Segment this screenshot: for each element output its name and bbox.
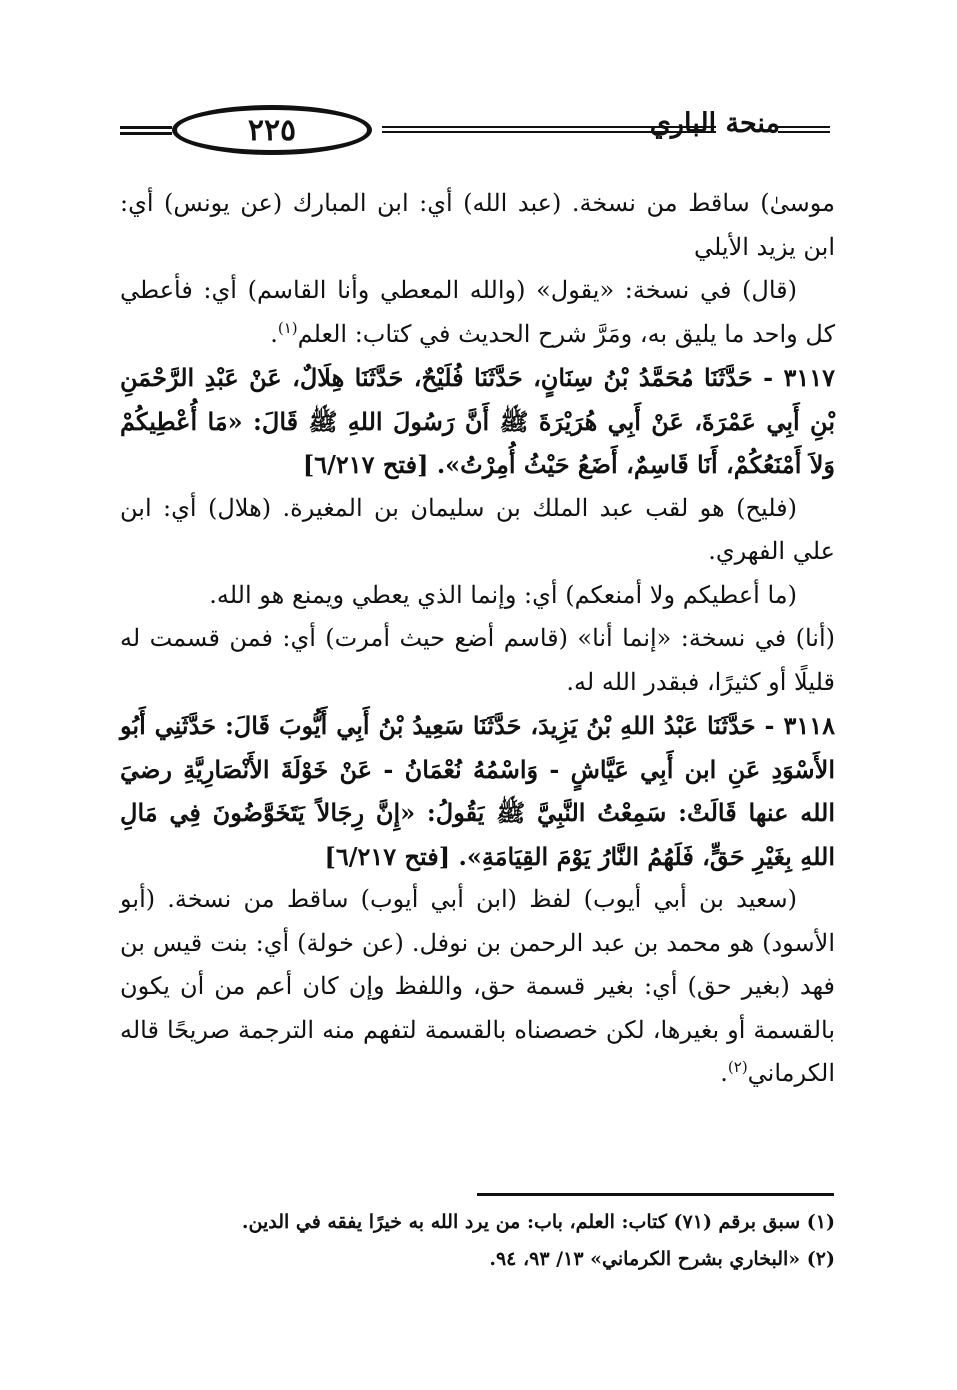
main-text <box>120 182 835 1096</box>
footnote-ref-2: (٢) <box>727 1058 748 1076</box>
header-rule-right <box>778 126 830 133</box>
paragraph-2-text: (قال) في نسخة: «يقول» (والله المعطي وأنا القاسم) أي: فأعطي كل واحد ما يليق به، ومَرَّ شرح الحديث في كتاب: العلم <box>120 276 835 348</box>
running-title: منحة الباري <box>649 108 780 139</box>
footnote-separator <box>477 1193 834 1196</box>
page-number-oval <box>172 105 372 155</box>
page-header <box>120 100 835 160</box>
hadith-3117: ٣١١٧ - حَدَّثَنَا مُحَمَّدُ بْنُ سِنَانٍ، حَدَّثَنَا فُلَيْحٌ، حَدَّثَنَا هِلَالٌ، عَنْ عَبْدِ الرَّحْمَنِ بْنِ أَبِي عَمْرَةَ، عَنْ أَبِي هُرَيْرَةَ ﷺ أَنَّ رَسُولَ اللهِ ﷺ قَالَ: «مَا أُعْطِيكُمْ وَلاَ أَمْنَعُكُمْ، أَنَا قَاسِمٌ، أَضَعُ حَيْثُ أُمِرْتُ». [فتح ٦/٢١٧] <box>120 363 835 479</box>
footnote-ref-1: (١) <box>277 318 298 337</box>
footnote-2: (٢) «البخاري بشرح الكرماني» ١٣/ ٩٣، ٩٤. <box>489 1248 835 1270</box>
paragraph-6-end: . <box>720 1059 728 1087</box>
paragraph-1: موسىٰ) ساقط من نسخة. (عبد الله) أي: ابن المبارك (عن يونس) أي: ابن يزيد الأيلي <box>120 189 835 261</box>
paragraph-4: (ما أعطيكم ولا أمنعكم) أي: وإنما الذي يعطي ويمنع هو الله. <box>209 580 797 609</box>
paragraph-2-end: . <box>270 319 278 348</box>
footnote-1: (١) سبق برقم (٧١) كتاب: العلم، باب: من يرد الله به خيرًا يفقه في الدين. <box>241 1211 835 1233</box>
page-number: ٢٢٥ <box>247 112 297 148</box>
hadith-3118: ٣١١٨ - حَدَّثَنَا عَبْدُ اللهِ بْنُ يَزِيدَ، حَدَّثَنَا سَعِيدُ بْنُ أَبِي أَيُّوبَ قَالَ: حَدَّثَنِي أَبُو الأَسْوَدِ عَنِ ابن أَبِي عَيَّاشٍ - وَاسْمُهُ نُعْمَانُ - عَنْ خَوْلَةَ الأَنْصَارِيَّةِ رضيَ الله عنها قَالَتْ: سَمِعْتُ النَّبِيَّ ﷺ يَقُولُ: «إِنَّ رِجَالاً يَتَخَوَّضُونَ فِي مَالِ اللهِ بِغَيْرِ حَقٍّ، فَلَهُمُ النَّارُ يَوْمَ القِيَامَةِ». [فتح ٦/٢١٧] <box>120 711 835 871</box>
footnotes <box>120 1204 835 1278</box>
header-rule-left <box>120 126 172 135</box>
paragraph-5: (أنا) في نسخة: «إنما أنا» (قاسم أضع حيث أمرت) أي: فمن قسمت له قليلًا أو كثيرًا، فبقدر الله له. <box>120 624 835 696</box>
paragraph-2 <box>120 269 835 356</box>
paragraph-6 <box>120 878 835 1096</box>
paragraph-6-text: (سعيد بن أبي أيوب) لفظ (ابن أبي أيوب) ساقط من نسخة. (أبو الأسود) هو محمد بن عبد الرحمن بن نوفل. (عن خولة) أي: بنت قيس بن فهد (بغير حق) أي: بغير قسمة حق، واللفظ وإن كان أعم من أن يكون بالقسمة أو بغيرها، لكن خصصناه بالقسمة لتفهم منه الترجمة صريحًا قاله الكرماني <box>120 885 835 1087</box>
paragraph-3: (فليح) هو لقب عبد الملك بن سليمان بن المغيرة. (هلال) أي: ابن علي الفهري. <box>120 493 835 565</box>
